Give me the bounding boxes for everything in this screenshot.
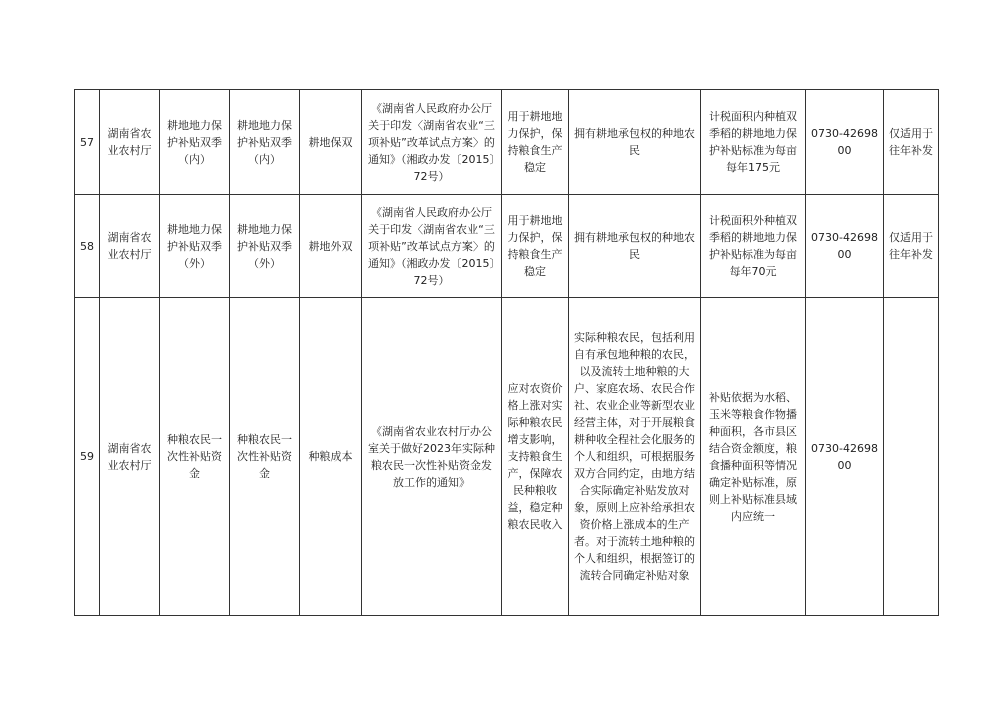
project-cell: 耕地地力保护补贴双季（外） [160, 195, 230, 298]
phone-cell: 0730-4269800 [806, 90, 884, 195]
phone-cell: 0730-4269800 [806, 298, 884, 616]
subsidy-cell: 种粮农民一次性补贴资金 [230, 298, 300, 616]
department-cell: 湖南省农业农村厅 [100, 90, 160, 195]
target-cell: 实际种粮农民，包括利用自有承包地种粮的农民，以及流转土地种粮的大户、家庭农场、农民合作社、农业企业等新型农业经营主体，对于开展粮食耕种收全程社会化服务的个人和组织，可根据服务双方合同约定，由地方结合实际确定补贴发放对象，原则上应补给承担农资价格上涨成本的生产者。对于流转土地种粮的个人和组织，根据签订的流转合同确定补贴对象 [569, 298, 701, 616]
category-cell: 耕地外双 [300, 195, 362, 298]
target-cell: 拥有耕地承包权的种地农民 [569, 90, 701, 195]
table-row [75, 195, 939, 298]
row-number: 57 [75, 90, 100, 195]
policy-cell: 《湖南省人民政府办公厅关于印发〈湖南省农业“三项补贴”改革试点方案〉的通知》（湘政办发〔2015〕72号） [362, 195, 502, 298]
project-cell: 种粮农民一次性补贴资金 [160, 298, 230, 616]
target-cell: 拥有耕地承包权的种地农民 [569, 195, 701, 298]
table-row [75, 298, 939, 616]
subsidy-cell: 耕地地力保护补贴双季（内） [230, 90, 300, 195]
subsidy-table [74, 89, 939, 616]
standard-cell: 补贴依据为水稻、玉米等粮食作物播种面积，各市县区结合资金额度，粮食播种面积等情况确定补贴标准，原则上补贴标准县域内应统一 [701, 298, 806, 616]
purpose-cell: 应对农资价格上涨对实际种粮农民增支影响，支持粮食生产，保障农民种粮收益，稳定种粮农民收入 [502, 298, 569, 616]
remark-cell: 仅适用于往年补发 [884, 195, 939, 298]
subsidy-cell: 耕地地力保护补贴双季（外） [230, 195, 300, 298]
remark-cell: 仅适用于往年补发 [884, 90, 939, 195]
policy-cell: 《湖南省农业农村厅办公室关于做好2023年实际种粮农民一次性补贴资金发放工作的通知》 [362, 298, 502, 616]
policy-cell: 《湖南省人民政府办公厅关于印发〈湖南省农业“三项补贴”改革试点方案〉的通知》（湘政办发〔2015〕72号） [362, 90, 502, 195]
purpose-cell: 用于耕地地力保护，保持粮食生产稳定 [502, 90, 569, 195]
category-cell: 耕地保双 [300, 90, 362, 195]
department-cell: 湖南省农业农村厅 [100, 298, 160, 616]
category-cell: 种粮成本 [300, 298, 362, 616]
department-cell: 湖南省农业农村厅 [100, 195, 160, 298]
standard-cell: 计税面积外种植双季稻的耕地地力保护补贴标准为每亩每年70元 [701, 195, 806, 298]
purpose-cell: 用于耕地地力保护，保持粮食生产稳定 [502, 195, 569, 298]
table-row [75, 90, 939, 195]
project-cell: 耕地地力保护补贴双季（内） [160, 90, 230, 195]
row-number: 59 [75, 298, 100, 616]
standard-cell: 计税面积内种植双季稻的耕地地力保护补贴标准为每亩每年175元 [701, 90, 806, 195]
phone-cell: 0730-4269800 [806, 195, 884, 298]
row-number: 58 [75, 195, 100, 298]
remark-cell [884, 298, 939, 616]
